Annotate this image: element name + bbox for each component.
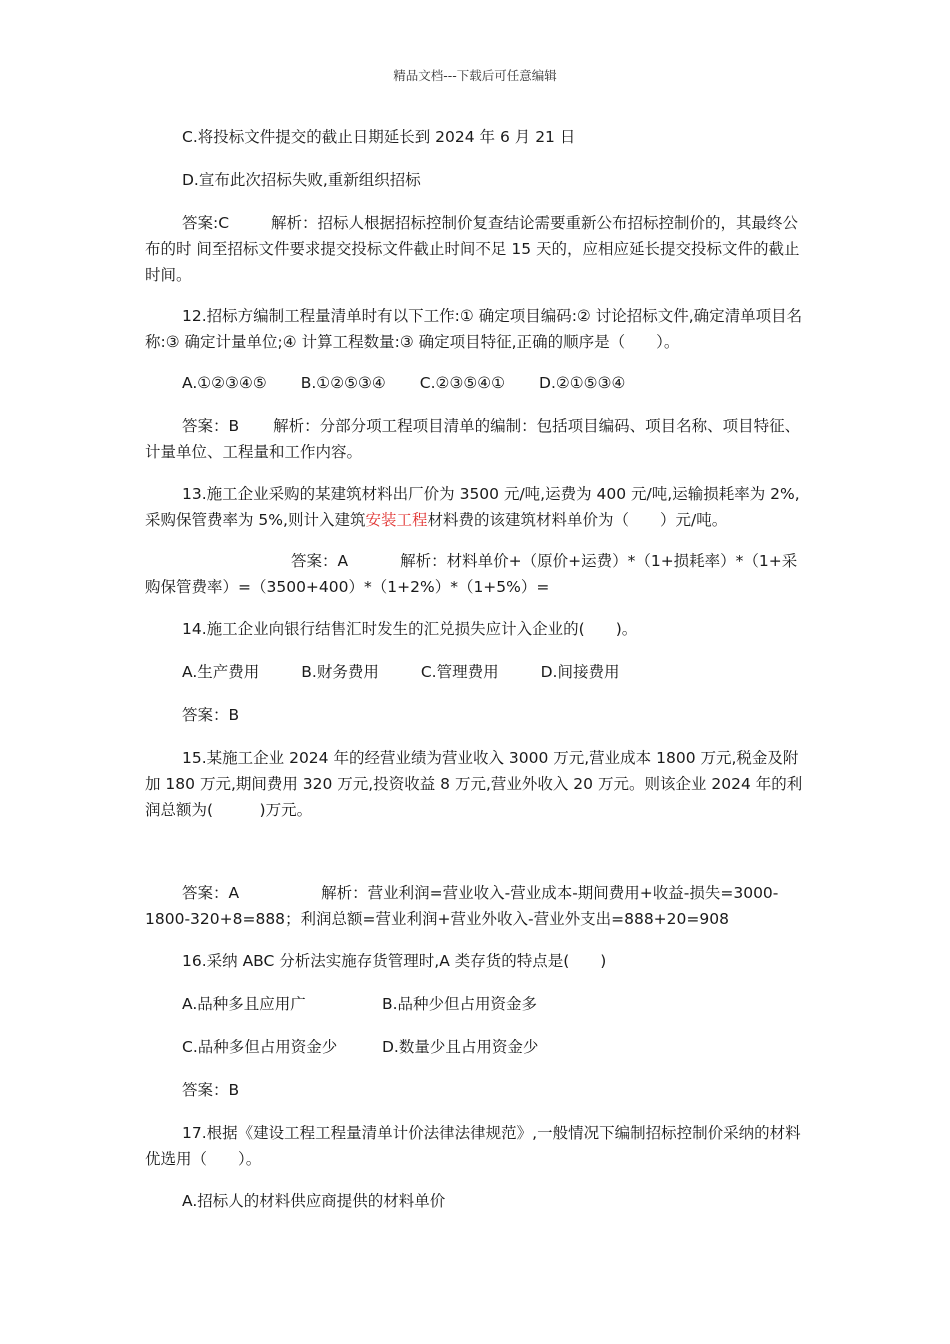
q16-option-c: C.品种多但占用资金少	[182, 1038, 338, 1056]
q12-options	[145, 370, 805, 396]
q11-answer-block	[145, 210, 805, 288]
q13-answer: 答案：A	[291, 552, 349, 570]
q14-option-b: B.财务费用	[301, 663, 379, 681]
q13-answer-block	[145, 548, 805, 600]
q15-answer-block	[145, 880, 805, 932]
q12-stem: 12.招标方编制工程量清单时有以下工作:① 确定项目编码:② 讨论招标文件,确定清单项目名称:③ 确定计量单位;④ 计算工程数量:③ 确定项目特征,正确的顺序是（ ）。	[145, 307, 803, 351]
q11-analysis: 解析：招标人根据招标控制价复查结论需要重新公布招标控制价的，其最终公布的时 间至招标文件要求提交投标文件截止时间不足 15 天的，应相应延长提交投标文件的截止时间。	[145, 214, 800, 284]
q12-option-d: D.②①⑤③④	[539, 374, 626, 392]
q12-option-b: B.①②⑤③④	[300, 374, 386, 392]
q16-options-ab	[145, 991, 805, 1017]
q15-analysis: 解析：营业利润=营业收入-营业成本-期间费用+收益-损失=3000-1800-320+8=888；利润总额=营业利润+营业外收入-营业外支出=888+20=908	[145, 884, 779, 928]
q16-stem: 16.采纳 ABC 分析法实施存货管理时,A 类存货的特点是( )	[182, 952, 607, 970]
q11-answer: 答案:C	[182, 214, 230, 232]
q16-answer: 答案：B	[182, 1081, 240, 1099]
q16-option-d: D.数量少且占用资金少	[382, 1038, 539, 1056]
q14-option-c: C.管理费用	[420, 663, 499, 681]
q13-stem-before: 13.施工企业采购的某建筑材料出厂价为 3500 元/吨,运费为 400 元/吨,运输损耗率为 2%,采购保管费率为 5%,则计入建筑	[145, 485, 800, 529]
q14-option-d: D.间接费用	[540, 663, 620, 681]
q12-answer-block	[145, 413, 805, 465]
q12-option-c: C.②③⑤④①	[419, 374, 506, 392]
q14-answer: 答案：B	[182, 706, 240, 724]
q13-stem-link[interactable]: 安装工程	[365, 511, 428, 529]
q13-stem-after: 材料费的该建筑材料单价为（ ）元/吨。	[427, 511, 728, 529]
q16-options-cd	[145, 1034, 805, 1060]
q12-option-a: A.①②③④⑤	[182, 374, 267, 392]
q17-stem: 17.根据《建设工程工程量清单计价法律法律规范》,一般情况下编制招标控制价采纳的材料优选用（ ）。	[145, 1124, 801, 1168]
q14-option-a: A.生产费用	[182, 663, 260, 681]
q16-option-a: A.品种多且应用广	[182, 995, 306, 1013]
q12-analysis: 解析：分部分项工程项目清单的编制：包括项目编码、项目名称、项目特征、计量单位、工程量和工作内容。	[145, 417, 801, 461]
q11-option-d: D.宣布此次招标失败,重新组织招标	[182, 171, 421, 189]
q14-options	[145, 659, 805, 685]
q13-analysis: 解析：材料单价+（原价+运费）*（1+损耗率）*（1+采购保管费率）=（3500+400）*（1+2%）*（1+5%）=	[145, 552, 798, 596]
q15-answer: 答案：A	[182, 884, 240, 902]
q14-stem: 14.施工企业向银行结售汇时发生的汇兑损失应计入企业的( )。	[182, 620, 638, 638]
q16-option-b: B.品种少但占用资金多	[382, 995, 538, 1013]
q12-answer: 答案：B	[182, 417, 240, 435]
q11-option-c: C.将投标文件提交的截止日期延长到 2024 年 6 月 21 日	[182, 128, 576, 146]
page-header: 精品文档---下载后可任意编辑	[393, 68, 557, 83]
q15-stem: 15.某施工企业 2024 年的经营业绩为营业收入 3000 万元,营业成本 1800 万元,税金及附加 180 万元,期间费用 320 万元,投资收益 8 万元,营业外收入 20 万元。则该企业 2024 年的利润总额为( )万元。	[145, 749, 803, 819]
q17-option-a: A.招标人的材料供应商提供的材料单价	[182, 1192, 446, 1210]
q13-stem	[145, 481, 805, 533]
